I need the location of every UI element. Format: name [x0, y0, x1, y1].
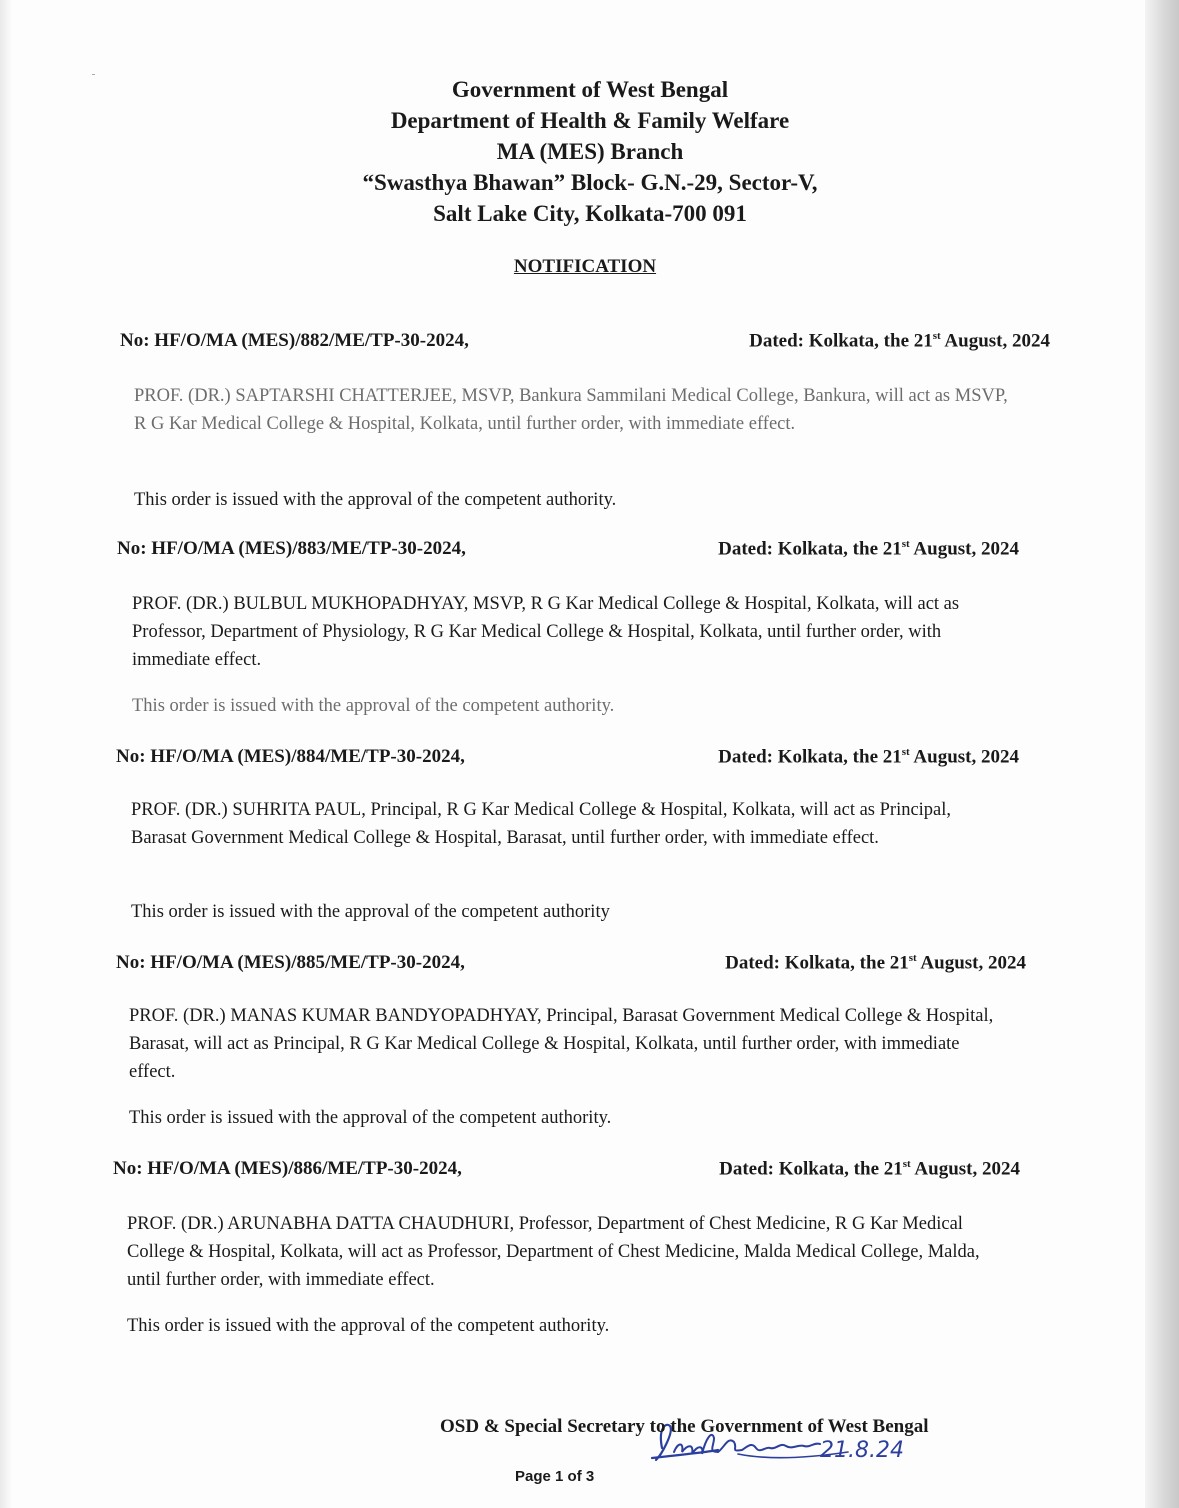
order-reference-number: No: HF/O/MA (MES)/883/ME/TP-30-2024,	[117, 538, 466, 559]
order-approval-text: This order is issued with the approval of the competent authority	[131, 902, 610, 922]
order-approval-text: This order is issued with the approval of the competent authority.	[132, 696, 615, 716]
order-approval-text: This order is issued with the approval of the competent authority.	[134, 490, 617, 510]
order-body: PROF. (DR.) SUHRITA PAUL, Principal, R G Kar Medical College & Hospital, Kolkata, will act as Principal, Barasat Government Medical College & Hospital, Barasat, until further order, with immediate effect.	[131, 800, 952, 848]
letterhead-address: Salt Lake City, Kolkata-700 091	[433, 201, 747, 226]
page-right-edge-shadow	[1145, 0, 1179, 1508]
signatory-designation: OSD & Special Secretary to the Government of West Bengal	[440, 1416, 929, 1437]
order-reference-number: No: HF/O/MA (MES)/882/ME/TP-30-2024,	[120, 330, 469, 351]
order-date: Dated: Kolkata, the 21st August, 2024	[719, 1158, 1020, 1180]
order-body: PROF. (DR.) SAPTARSHI CHATTERJEE, MSVP, Bankura Sammilani Medical College, Bankura, will act as MSVP, R G Kar Medical College & Hospital, Kolkata, until further order, with immediate effect.	[134, 386, 1008, 434]
letterhead-department: Department of Health & Family Welfare	[390, 108, 790, 133]
order-reference-number: No: HF/O/MA (MES)/884/ME/TP-30-2024,	[116, 746, 465, 767]
order-date: Dated: Kolkata, the 21st August, 2024	[718, 538, 1019, 560]
letterhead-government: Government of West Bengal	[451, 77, 729, 102]
order-body: PROF. (DR.) ARUNABHA DATTA CHAUDHURI, Professor, Department of Chest Medicine, R G Kar Medical College & Hospital, Kolkata, will act as Professor, Department of Chest Medicine, Malda Medical College, Malda, until further order, with immediate effect.	[127, 1214, 980, 1290]
letterhead-branch: MA (MES) Branch	[496, 139, 684, 164]
order-body: PROF. (DR.) BULBUL MUKHOPADHYAY, MSVP, R G Kar Medical College & Hospital, Kolkata, will act as Professor, Department of Physiology, R G Kar Medical College & Hospital, Kolkata, until further order, with immediate effect.	[132, 594, 960, 670]
notification-title: NOTIFICATION	[513, 256, 657, 277]
scan-mark	[92, 74, 95, 75]
order-body: PROF. (DR.) MANAS KUMAR BANDYOPADHYAY, Principal, Barasat Government Medical College & Hospital, Barasat, will act as Principal, R G Kar Medical College & Hospital, Kolkata, until further order, with immediate effect.	[129, 1006, 994, 1082]
letterhead	[200, 74, 980, 229]
signature-date: 21.8.24	[820, 1438, 904, 1463]
letterhead-building: “Swasthya Bhawan” Block- G.N.-29, Sector-V,	[362, 170, 818, 195]
order-reference-number: No: HF/O/MA (MES)/885/ME/TP-30-2024,	[116, 952, 465, 973]
order-date: Dated: Kolkata, the 21st August, 2024	[718, 746, 1019, 768]
order-date: Dated: Kolkata, the 21st August, 2024	[749, 330, 1050, 352]
page-number: Page 1 of 3	[515, 1468, 595, 1485]
order-approval-text: This order is issued with the approval of the competent authority.	[129, 1108, 612, 1128]
order-reference-number: No: HF/O/MA (MES)/886/ME/TP-30-2024,	[113, 1158, 462, 1179]
order-date: Dated: Kolkata, the 21st August, 2024	[725, 952, 1026, 974]
order-approval-text: This order is issued with the approval of the competent authority.	[127, 1316, 610, 1336]
page-left-edge	[0, 0, 12, 1508]
